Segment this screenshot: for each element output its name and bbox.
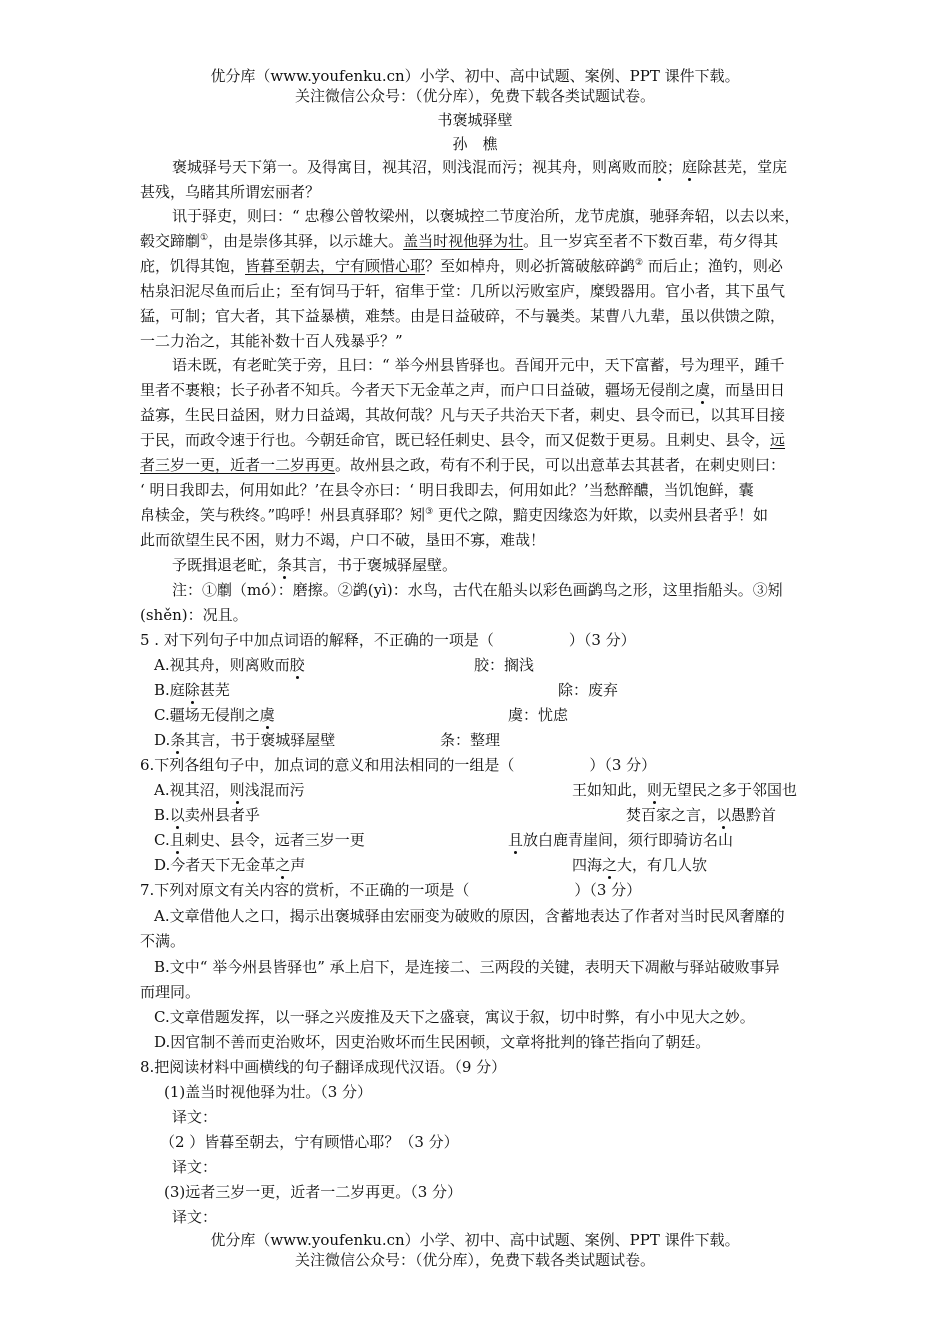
paragraph-2-line-4: 枯泉汩泥尽鱼而后止；至有饲马于轩，宿隼于堂：几所以污败室庐，糜毁器用。官小者，其下虽气	[140, 282, 786, 300]
question-8-answer-label-2: 译文：	[172, 1158, 218, 1176]
paragraph-2-line-1: 讯于驿吏，则曰：“ 忠穆公曾牧梁州，以褒城控二节度治所，龙节虎旗，驰驿奔轺，以去以来，	[172, 207, 800, 225]
underlined-sentence-3a: 远	[770, 431, 786, 449]
question-7-option-b-line-1: B.文中“ 举今州县皆驿也” 承上启下，是连接二、三两段的关键，表明天下凋敝与驿站破败事异	[154, 958, 780, 976]
essay-author: 孙 樵	[452, 135, 498, 153]
paragraph-3-line-5: 者三岁一更，近者一二岁再更。故州县之政，苟有不利于民，可以出意革去其甚者，在刺史则曰：	[140, 456, 786, 474]
paragraph-3-line-8: 此而欲望生民不困，财力不竭，户口不破，垦田不寡，难哉！	[140, 531, 546, 549]
paragraph-3-line-2: 里者不裹粮；长子孙者不知兵。今者天下无金革之声，而户口日益破，疆场无侵削之虞，而垦田日	[140, 381, 786, 399]
question-8-answer-label-3: 译文：	[172, 1208, 218, 1226]
question-6-option-d-pair: 四海之大，有几人欤	[572, 856, 708, 874]
paragraph-3-line-6: ‘ 明日我即去，何用如此？’在县令亦曰：‘ 明日我即去，何用如此？’当愁醉醲，当饥饱鲜，囊	[140, 481, 754, 499]
question-5-option-c: C.疆场无侵削之虞	[154, 706, 275, 724]
question-6-option-d: D.今者天下无金革之声	[154, 856, 306, 874]
question-7-option-c: C.文章借题发挥，以一驿之兴废推及天下之盛衰，寓议于叙，切中时弊，有小中见大之妙。	[154, 1008, 755, 1026]
question-6-stem: 6.下列各组句子中，加点词的意义和用法相同的一组是（ ）（3 分）	[140, 756, 657, 774]
question-5-option-b-gloss: 除：废弃	[558, 681, 619, 699]
question-8-sentence-2: （2 ）皆暮至朝去，宁有顾惜心耶？（3 分）	[160, 1133, 459, 1151]
essay-title: 书褒城驿壁	[437, 111, 513, 129]
question-7-option-a-line-2: 不满。	[140, 932, 186, 950]
question-6-option-a-pair: 王如知此，则无望民之多于邻国也	[572, 781, 798, 799]
question-6-option-b: B.以卖州县者乎	[154, 806, 260, 824]
paragraph-3-line-4: 于民，而政令速于行也。今朝廷命官，既已轻任刺史、县令，而又促数于更易。且刺史、县令，远	[140, 431, 786, 449]
footer-line-1: 优分库（www.youfenku.cn）小学、初中、高中试题、案例、PPT 课件下载。	[210, 1231, 740, 1249]
paragraph-3-line-1: 语未既，有老甿笑于旁，且曰：“ 举今州县皆驿也。吾闻开元中，天下富蓄，号为理平，踵千	[172, 356, 785, 374]
header-line-2: 关注微信公众号：（优分库），免费下载各类试题试卷。	[294, 87, 655, 105]
paragraph-3-line-3: 益寡，生民日益困，财力日益竭，其故何哉？凡与天子共治天下者，刺史、县令而已，以其耳目接	[140, 406, 786, 424]
paragraph-2-line-6: 一二力治之，其能补数十百人残暴乎？”	[140, 332, 403, 350]
question-7-option-a-line-1: A.文章借他人之口，揭示出褒城驿由宏丽变为破败的原因，含蓄地表达了作者对当时民风奢靡的	[154, 907, 785, 925]
paragraph-2-line-5: 猛，可制；官大者，其下益暴横，难禁。由是日益破碎，不与曩类。某曹八九辈，虽以供馈之隙，	[140, 307, 786, 325]
question-6-option-b-pair: 焚百家之言，以愚黔首	[626, 806, 777, 824]
question-5-option-d-gloss: 条：整理	[440, 731, 501, 749]
footer-line-2: 关注微信公众号：（优分库），免费下载各类试题试卷。	[294, 1251, 655, 1269]
question-6-option-a: A.视其沼，则浅混而污	[154, 781, 305, 799]
underlined-sentence-3b: 者三岁一更，近者一二岁再更	[140, 456, 336, 474]
paragraph-2-line-3: 庇，饥得其饱，皆暮至朝去，宁有顾惜心耶？至如棹舟，则必折篙破舷碎鹢② 而后止；渔钓，则必	[140, 257, 783, 275]
question-6-option-c-pair: 且放白鹿青崖间，须行即骑访名山	[508, 831, 734, 849]
question-8-sentence-3: (3)远者三岁一更，近者一二岁再更。（3 分）	[164, 1183, 463, 1201]
header-line-1: 优分库（www.youfenku.cn）小学、初中、高中试题、案例、PPT 课件下载。	[210, 67, 740, 85]
paragraph-4: 予既揖退老甿，条其言，书于褒城驿屋壁。	[172, 556, 458, 574]
question-5-option-d: D.条其言，书于褒城驿屋壁	[154, 731, 336, 749]
question-5-option-a: A.视其舟，则离败而胶	[154, 656, 305, 674]
question-7-option-b-line-2: 而理同。	[140, 983, 201, 1001]
question-5-stem: 5 . 对下列句子中加点词语的解释，不正确的一项是（ ）（3 分）	[140, 631, 636, 649]
notes-line-1: 注：①劘（mó）：磨擦。②鹢(yì)：水鸟，古代在船头以彩色画鹢鸟之形，这里指船头。③矧	[172, 581, 783, 599]
question-7-option-d: D.因官制不善而吏治败坏，因吏治败坏而生民困顿，文章将批判的锋芒指向了朝廷。	[154, 1033, 711, 1051]
question-8-answer-label-1: 译文：	[172, 1108, 218, 1126]
underlined-sentence-1: 盖当时视他驿为壮	[403, 232, 524, 250]
question-8-stem: 8.把阅读材料中画横线的句子翻译成现代汉语。（9 分）	[140, 1058, 507, 1076]
question-7-stem: 7.下列对原文有关内容的赏析，不正确的一项是（ ）（3 分）	[140, 881, 642, 899]
footnote-marker: ②	[635, 258, 644, 268]
paragraph-1-line-2: 甚残，乌睹其所谓宏丽者？	[140, 183, 321, 201]
question-5-option-c-gloss: 虞：忧虑	[508, 706, 569, 724]
notes-line-2: (shěn)：况且。	[140, 606, 248, 624]
footnote-marker: ③	[425, 507, 434, 517]
paragraph-2-line-2: 毂交蹄劘①，由是崇侈其驿，以示雄大。盖当时视他驿为壮。且一岁宾至者不下数百辈，苟夕得其	[140, 232, 779, 250]
underlined-sentence-2: 皆暮至朝去，宁有顾惜心耶	[245, 257, 426, 275]
question-6-option-c: C.且刺史、县令，远者三岁一更	[154, 831, 365, 849]
question-5-option-b: B.庭除甚芜	[154, 681, 230, 699]
paragraph-1-line-1: 褒城驿号天下第一。及得寓目，视其沼，则浅混而污；视其舟，则离败而胶；庭除甚芜，堂庑	[172, 158, 788, 176]
question-8-sentence-1: (1)盖当时视他驿为壮。（3 分）	[164, 1083, 373, 1101]
footnote-marker: ①	[200, 233, 209, 243]
paragraph-3-line-7: 帛椟金，笑与秩终。”呜呼！州县真驿耶？矧③ 更代之隙，黯吏因缘恣为奸欺，以卖州县者乎！如	[140, 506, 769, 524]
question-5-option-a-gloss: 胶：搁浅	[474, 656, 535, 674]
